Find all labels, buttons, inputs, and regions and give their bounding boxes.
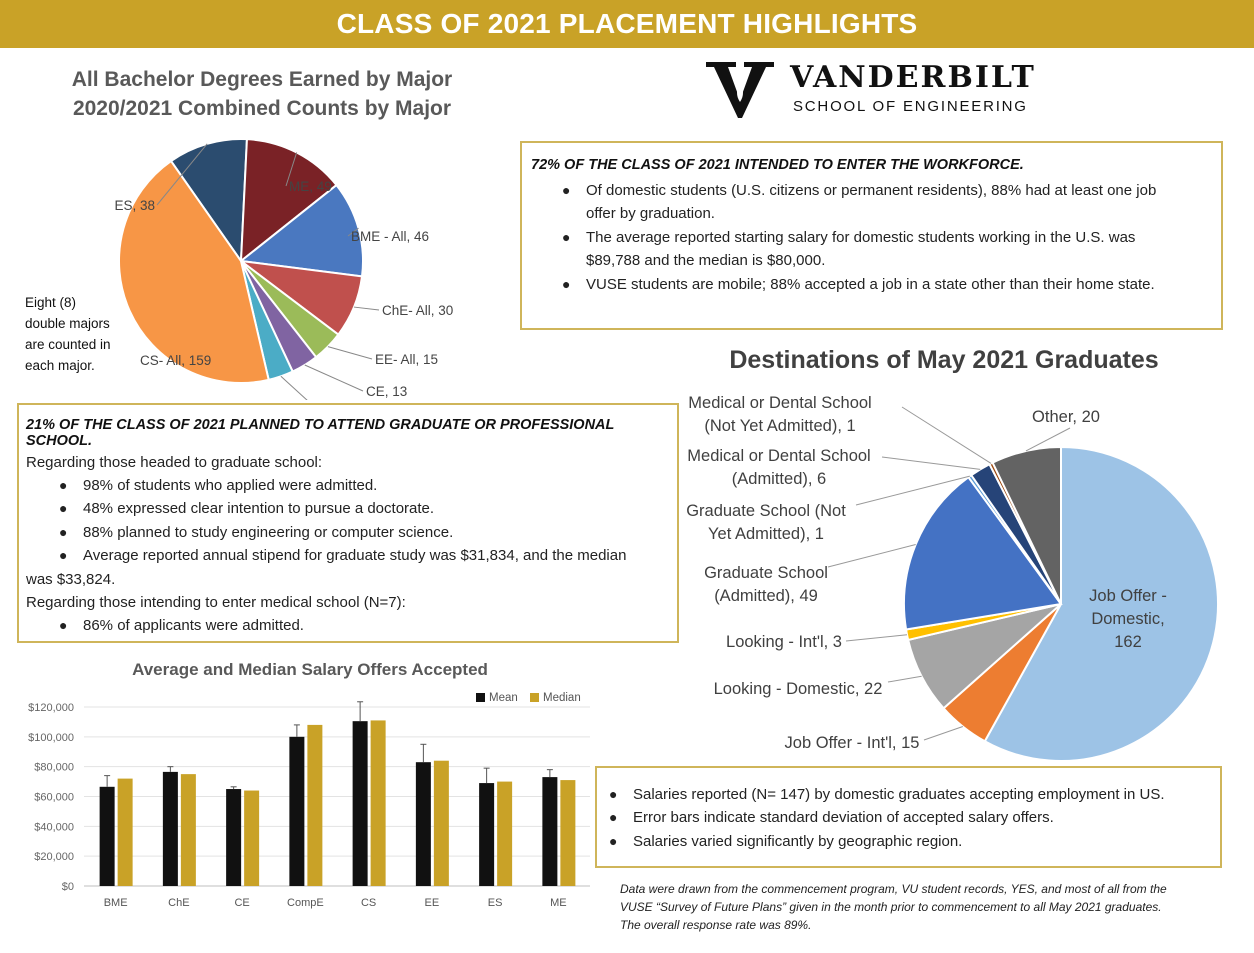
list-item: ● 86% of applicants were admitted.: [59, 616, 304, 634]
salary-bullets: [609, 783, 1220, 853]
y-tick-label: $80,000: [34, 761, 74, 774]
pie-data-label: Job Offer -Domestic, 162: [1089, 587, 1167, 651]
bar-mean-bme: [100, 787, 115, 886]
title-banner: [0, 0, 1254, 48]
pie-data-label: Graduate School (Not Yet Admitted), 1: [686, 502, 846, 543]
bar-median-ee: [434, 761, 449, 886]
list-item: ● Average reported annual stipend for graduate study was $31,834, and the median: [59, 547, 627, 565]
pie-data-label: Other, 20: [1032, 408, 1100, 426]
medical-bullets: [59, 614, 677, 637]
vanderbilt-logo-icon: [706, 62, 774, 118]
bar-median-me: [560, 780, 575, 886]
bar-median-compe: [307, 725, 322, 886]
bar-median-bme: [118, 779, 133, 886]
grad-intro: Regarding those headed to graduate school:: [26, 454, 323, 471]
salary-bar-chart: [0, 648, 600, 918]
x-tick-label: CS: [360, 897, 377, 909]
legend-swatch: [476, 693, 485, 702]
footnote-line: VUSE “Survey of Future Plans” given in the month prior to commencement to all May 2021 graduates.: [620, 900, 1162, 914]
footnote-line: The overall response rate was 89%.: [620, 918, 812, 932]
banner-title: CLASS OF 2021 PLACEMENT HIGHLIGHTS: [336, 8, 918, 39]
list-item: ● 98% of students who applied were admitted.: [59, 477, 378, 494]
list-item: ● Salaries reported (N= 147) by domestic graduates accepting employment in US.: [609, 786, 1165, 803]
pie-leader-line: [328, 347, 372, 359]
list-item: ● 88% planned to study engineering or computer science.: [59, 523, 454, 541]
pie-data-label: Looking - Int'l, 3: [726, 633, 842, 651]
x-tick-label: EE: [424, 897, 440, 909]
y-tick-label: $20,000: [34, 851, 74, 864]
bar-median-cs: [371, 720, 386, 886]
pie-data-label: Medical or Dental School (Not Yet Admitted), 1: [688, 394, 872, 435]
x-tick-label: ME: [550, 897, 567, 909]
list-item: ● Salaries varied significantly by geographic region.: [609, 832, 963, 850]
logo-name: VANDERBILT: [790, 60, 1036, 95]
pie-leader-line: [902, 407, 991, 463]
workforce-heading: 72% OF THE CLASS OF 2021 INTENDED TO ENTER THE WORKFORCE.: [531, 157, 1024, 173]
x-tick-label: ES: [487, 897, 503, 909]
pie-data-label: Graduate School (Admitted), 49: [704, 564, 828, 605]
legend-swatch: [530, 693, 539, 702]
bar-median-che: [181, 774, 196, 886]
pie-data-label: Job Offer - Int'l, 15: [784, 734, 920, 752]
list-item: ● VUSE students are mobile; 88% accepted a job in a state other than their home state.: [562, 275, 1155, 293]
pie-data-label: Medical or Dental School (Admitted), 6: [687, 447, 871, 488]
grad-intro-medical: Regarding those intending to enter medical school (N=7):: [26, 593, 406, 611]
list-item: ● Error bars indicate standard deviation of accepted salary offers.: [609, 809, 1054, 827]
pie-leader-line: [882, 457, 980, 469]
x-tick-label: ChE: [168, 897, 190, 909]
pie-leader-line: [281, 376, 331, 400]
pie-data-label: ChE- All, 30: [382, 303, 454, 318]
workforce-box: [520, 141, 1223, 330]
bar-mean-me: [542, 777, 557, 886]
x-tick-label: BME: [103, 897, 128, 909]
pie-data-label: ES, 38: [114, 198, 155, 213]
bar-mean-ce: [226, 789, 241, 886]
x-tick-label: CE: [234, 897, 250, 909]
pie-leader-line: [828, 545, 916, 567]
majors-chart-subtitle: 2020/2021 Combined Counts by Major: [72, 97, 452, 120]
y-tick-label: $40,000: [34, 821, 74, 834]
pie-data-label: BME - All, 46: [351, 229, 430, 244]
x-tick-label: CompE: [287, 897, 324, 909]
destinations-pie-chart: [680, 335, 1254, 770]
footnote-line: Data were drawn from the commencement program, VU student records, YES, and most of all from the: [620, 882, 1167, 896]
list-item: ● The average reported starting salary for domestic students working in the U.S. was $89,788 and the median is $80,000.: [562, 228, 1136, 270]
pie-leader-line: [305, 365, 363, 391]
bar-mean-compe: [289, 737, 304, 886]
note-line: double majors: [25, 316, 110, 331]
pie-data-label: EE- All, 15: [375, 352, 439, 367]
legend-label: Mean: [489, 692, 518, 704]
list-item: ● Of domestic students (U.S. citizens or permanent residents), 88% had at least one job offer by graduation.: [562, 182, 1157, 223]
note-line: each major.: [25, 358, 95, 373]
data-source-footnote: [620, 880, 1230, 934]
bar-mean-ee: [416, 762, 431, 886]
pie-leader-line: [888, 676, 922, 682]
bar-median-es: [497, 782, 512, 886]
graduate-school-box: [17, 403, 679, 643]
y-tick-label: $100,000: [28, 731, 74, 744]
note-line: Eight (8): [25, 295, 77, 310]
destinations-chart-title: Destinations of May 2021 Graduates: [729, 346, 1159, 374]
bar-mean-es: [479, 783, 494, 886]
y-tick-label: $0: [61, 881, 74, 893]
workforce-bullets: [562, 179, 1221, 296]
pie-data-label: CS- All, 159: [140, 353, 212, 368]
logo-subtitle: SCHOOL OF ENGINEERING: [793, 98, 1028, 115]
pie-data-label: ME, 49: [289, 179, 332, 194]
note-line: are counted in: [25, 337, 111, 352]
pie-leader-line: [846, 635, 907, 641]
double-major-note: [25, 292, 111, 376]
majors-chart-title: All Bachelor Degrees Earned by Major: [71, 68, 453, 91]
legend-label: Median: [543, 692, 581, 704]
pie-data-label: CE, 13: [366, 384, 408, 399]
bar-mean-cs: [353, 721, 368, 886]
pie-leader-line: [924, 727, 963, 740]
salary-chart-title: Average and Median Salary Offers Accepted: [132, 660, 488, 679]
bar-median-ce: [244, 791, 259, 886]
bar-mean-che: [163, 772, 178, 886]
grad-bullet-wrap: was $33,824.: [26, 570, 116, 588]
grad-heading: 21% OF THE CLASS OF 2021 PLANNED TO ATTEND GRADUATE OR PROFESSIONAL SCHOOL.: [26, 417, 615, 449]
y-tick-label: $60,000: [34, 791, 74, 804]
salary-notes-box: [595, 766, 1222, 868]
pie-leader-line: [354, 307, 379, 310]
list-item: ● 48% expressed clear intention to pursue a doctorate.: [59, 500, 435, 518]
grad-bullets: [59, 474, 677, 568]
pie-data-label: Looking - Domestic, 22: [713, 680, 883, 698]
y-tick-label: $120,000: [28, 702, 74, 714]
